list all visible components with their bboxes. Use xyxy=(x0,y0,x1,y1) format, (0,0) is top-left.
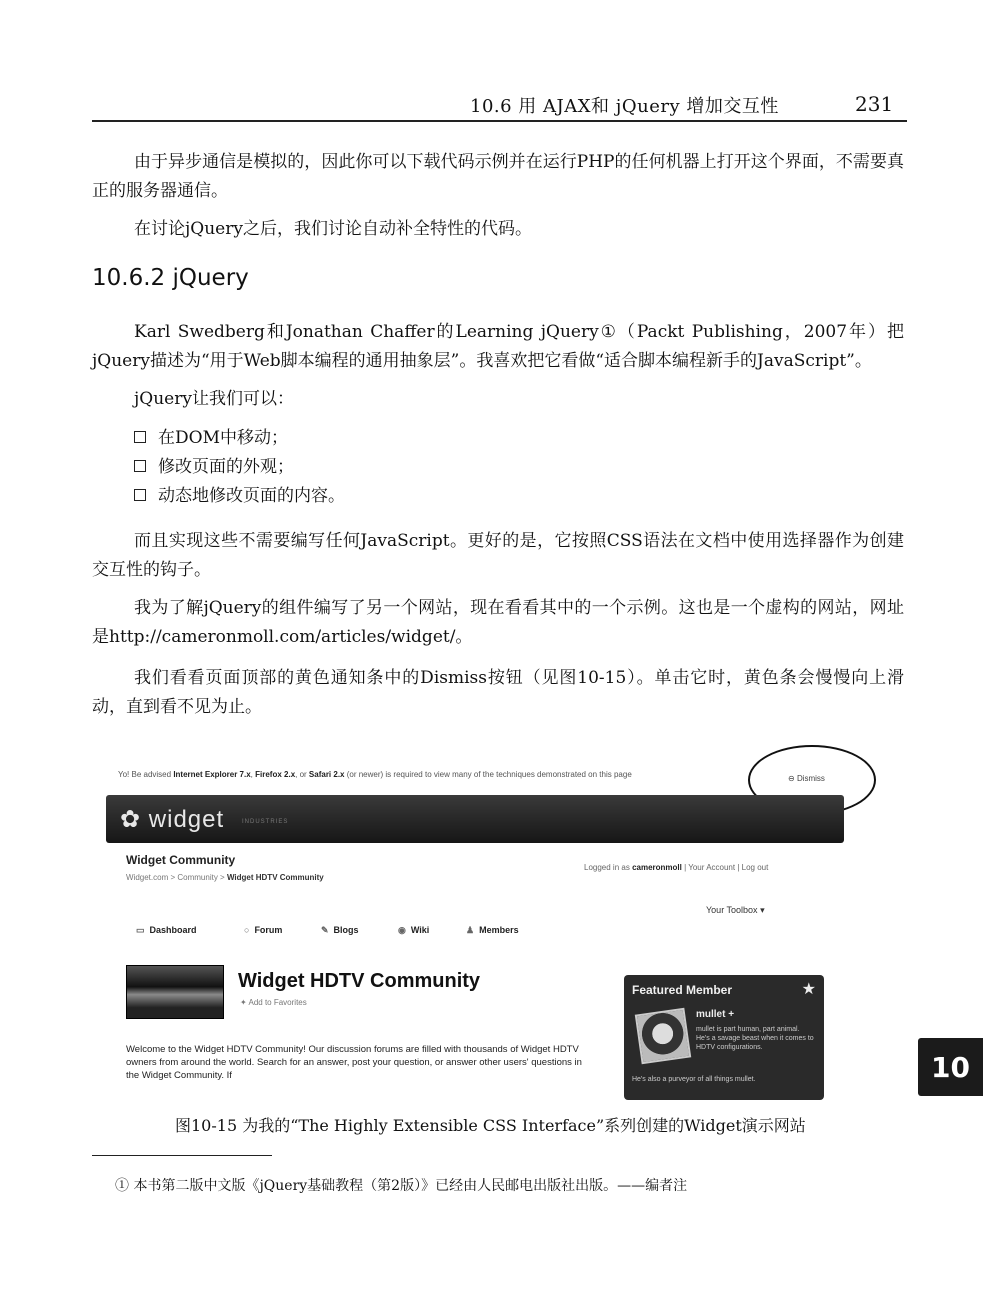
add-to-favorites-link[interactable]: ✦ Add to Favorites xyxy=(240,998,307,1007)
community-title: Widget Community xyxy=(126,853,236,867)
checkbox-bullet-icon xyxy=(134,489,146,501)
site-logo[interactable]: ✿ widget xyxy=(120,806,225,833)
members-icon: ♟ xyxy=(466,925,475,935)
forum-icon: ○ xyxy=(244,925,250,935)
paragraph-4: jQuery让我们可以： xyxy=(134,389,294,409)
checkbox-bullet-icon xyxy=(134,460,146,472)
log-out-link[interactable]: Log out xyxy=(741,863,769,872)
checkbox-bullet-icon xyxy=(134,431,146,443)
paragraph-2: 在讨论jQuery之后，我们讨论自动补全特性的代码。 xyxy=(134,219,532,239)
toolbox-dropdown[interactable]: Your Toolbox ▾ xyxy=(706,905,765,915)
section-heading: 10.6.2 jQuery xyxy=(92,265,249,291)
chapter-tab: 10 xyxy=(918,1038,983,1096)
nav-wiki[interactable]: ◉ Wiki xyxy=(398,925,430,935)
list-item: 在DOM中移动； xyxy=(134,425,288,451)
paragraph-1: 由于异步通信是模拟的，因此你可以下载代码示例并在运行PHP的任何机器上打开这个界面，不需要真正的服务器通信。 xyxy=(92,152,904,201)
nav-dashboard[interactable]: ▭ Dashboard xyxy=(136,925,197,935)
nav-members[interactable]: ♟ Members xyxy=(466,925,519,935)
star-icon: ✦ xyxy=(240,998,249,1007)
featured-member-title: Featured Member xyxy=(632,983,733,997)
your-account-link[interactable]: Your Account xyxy=(688,863,736,872)
featured-member-description: mullet is part human, part animal. He's a savage beast when it comes to HDTV configurations. xyxy=(696,1026,814,1051)
page-number: 231 xyxy=(855,92,894,116)
featured-member-more: He's also a purveyor of all things mullet. xyxy=(632,1076,756,1083)
nav-blogs[interactable]: ✎ Blogs xyxy=(321,925,359,935)
welcome-text: Welcome to the Widget HDTV Community! Our discussion forums are filled with thousands of Widget HDTV owners from around the world. Search for an answer, post your question, or answer other users' questions in the Widget Community. If xyxy=(126,1044,582,1081)
wiki-icon: ◉ xyxy=(398,925,406,935)
footnote: ① 本书第二版中文版《jQuery基础教程（第2版）》已经由人民邮电出版社出版。——编者注 xyxy=(115,1178,688,1194)
user-bar: Logged in as cameronmoll | Your Account | Log out xyxy=(584,863,769,872)
header-rule xyxy=(92,120,907,122)
logo-subtitle: INDUSTRIES xyxy=(242,819,289,825)
figure-caption: 图10-15 为我的“The Highly Extensible CSS Interface”系列创建的Widget演示网站 xyxy=(175,1116,806,1135)
paragraph-5: 而且实现这些不需要编写任何JavaScript。更好的是，它按照CSS语法在文档中使用选择器作为创建交互性的钩子。 xyxy=(92,531,904,580)
notice-bar: Yo! Be advised Internet Explorer 7.x, Firefox 2.x, or Safari 2.x (or newer) is required to view many of the techniques demonstrated on this page xyxy=(118,770,632,779)
community-thumbnail xyxy=(126,965,224,1019)
close-circle-icon: ⊖ xyxy=(788,774,797,783)
blogs-icon: ✎ xyxy=(321,925,329,935)
breadcrumb: Widget.com > Community > Widget HDTV Community xyxy=(126,873,324,882)
paragraph-6: 我为了解jQuery的组件编写了另一个网站，现在看看其中的一个示例。这也是一个虚构的网站，网址是http://cameronmoll.com/articles/widget/。 xyxy=(92,598,904,647)
nav-forum[interactable]: ○ Forum xyxy=(244,925,283,935)
dashboard-icon: ▭ xyxy=(136,925,145,935)
figure-screenshot xyxy=(106,745,866,1100)
plus-icon: + xyxy=(728,1009,735,1020)
page-title: Widget HDTV Community xyxy=(238,970,481,992)
featured-member-name[interactable]: mullet + xyxy=(696,1009,735,1020)
footnote-rule xyxy=(92,1155,272,1156)
flower-logo-icon: ✿ xyxy=(120,806,149,833)
featured-member-panel xyxy=(624,975,824,1100)
avatar xyxy=(635,1008,691,1064)
paragraph-3: Karl Swedberg和Jonathan Chaffer的Learning jQuery①（Packt Publishing，2007年）把jQuery描述为“用于Web脚本编程的通用抽象层”。我喜欢把它看做“适合脚本编程新手的JavaScript”。 xyxy=(92,322,904,371)
chevron-down-icon: ▾ xyxy=(760,905,765,915)
star-icon: ★ xyxy=(801,981,816,998)
running-header: 10.6 用 AJAX和 jQuery 增加交互性 xyxy=(470,96,779,117)
dismiss-button[interactable]: ⊖ Dismiss xyxy=(788,774,825,783)
paragraph-7: 我们看看页面顶部的黄色通知条中的Dismiss按钮（见图10-15）。单击它时，黄色条会慢慢向上滑动，直到看不见为止。 xyxy=(92,668,904,717)
list-item: 修改页面的外观； xyxy=(134,454,294,480)
list-item: 动态地修改页面的内容。 xyxy=(134,483,345,509)
